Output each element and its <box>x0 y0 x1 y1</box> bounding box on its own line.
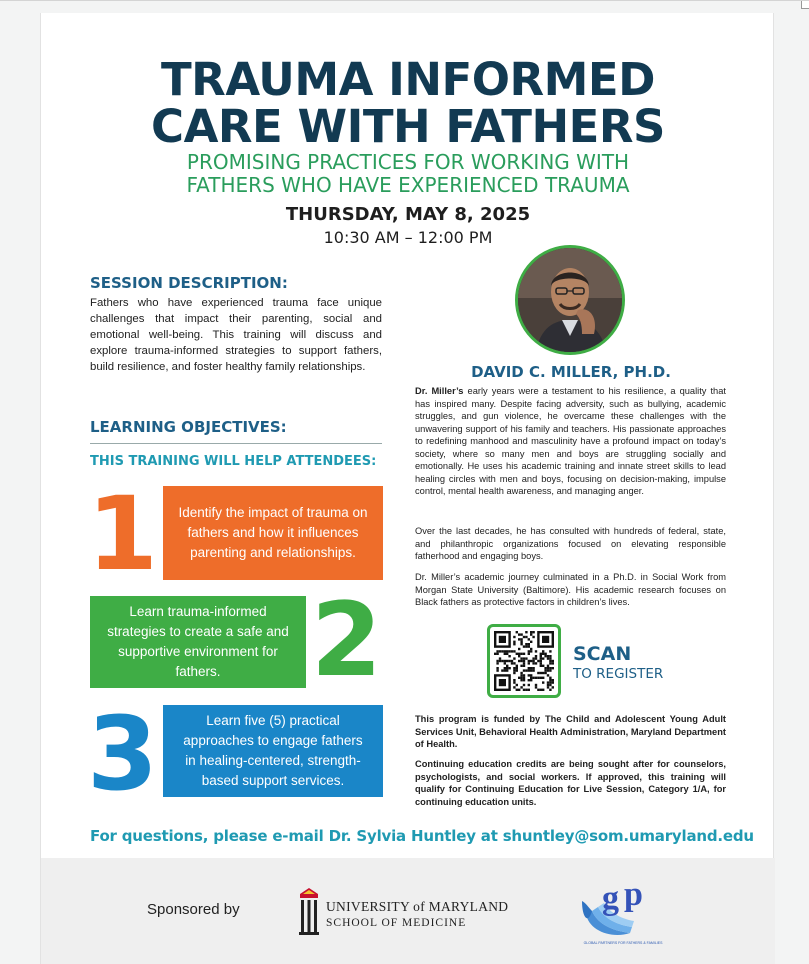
objective-box-3 <box>163 705 383 797</box>
funding-statement: This program is funded by The Child and Adolescent Young Adult Services Unit, Behavioral Health Administration, Maryland Department of Health. <box>415 714 726 749</box>
um-logo-line-1: UNIVERSITY of MARYLAND <box>326 899 509 914</box>
qr-code-icon <box>494 631 554 691</box>
registration-qr-code[interactable] <box>487 624 561 698</box>
sponsored-by-label: Sponsored by <box>147 901 240 918</box>
event-date: THURSDAY, MAY 8, 2025 <box>285 204 531 225</box>
speaker-bio-text-1: early years were a testament to his resilience, a quality that has inspired many. Despite facing adversity, such as bullying, academic struggles, and gun violence, he overcame these challenges with the unwavering support of his family and teachers. His passionate approaches to redefining manhood and masculinity have a profound impact on today’s society, where so many men and boys are struggling socially and emotionally. He uses his academic training and innate street skills to lead healing circles with men and boys, focusing on decision-making, impulse control, mental health awareness, and managing anger. <box>415 386 726 496</box>
title-line-2: CARE WITH FATHERS <box>151 100 665 153</box>
scan-label: SCAN <box>573 643 632 665</box>
speaker-bio-paragraph-1 <box>415 385 726 498</box>
objective-number-2: 2 <box>311 581 382 700</box>
objective-text-3: Learn five (5) practical approaches to engage fathers in healing-centered, strength-based support services. <box>183 713 363 788</box>
objective-box-1 <box>163 486 383 580</box>
session-description: Fathers who have experienced trauma face unique challenges that impact their parenting, social and emotional well-being. This training will discuss and explore trauma-informed strategies to support fathers, build resilience, and foster healthy family relationships. <box>90 297 382 373</box>
gp-globe-icon <box>578 873 668 941</box>
global-partners-logo <box>578 873 668 949</box>
objectives-divider <box>90 443 382 444</box>
session-heading: SESSION DESCRIPTION: <box>90 274 288 292</box>
title-line-1: TRAUMA INFORMED <box>160 53 656 106</box>
speaker-bio-name: Dr. Miller’s <box>415 386 464 396</box>
objectives-heading: LEARNING OBJECTIVES: <box>90 418 287 436</box>
subtitle-line-1: PROMISING PRACTICES FOR WORKING WITH <box>186 150 630 174</box>
speaker-bio-paragraph-3: Dr. Miller’s academic journey culminated in a Ph.D. in Social Work from Morgan State University (Baltimore). His academic research focuses on Black fathers as protective factors in children’s lives. <box>415 572 726 607</box>
objective-text-2: Learn trauma-informed strategies to create a safe and supportive environment for fathers. <box>107 604 289 679</box>
speaker-photo <box>515 245 625 355</box>
speaker-portrait-icon <box>518 248 622 352</box>
umaryland-som-logo <box>298 882 508 944</box>
objective-number-3: 3 <box>87 695 158 814</box>
objective-box-2 <box>90 596 306 688</box>
ce-credits-statement: Continuing education credits are being sought after for counselors, psychologists, and social workers. If approved, this training will qualify for Continuing Education for Live Session, Category 1/A, for continuing education units. <box>415 759 726 807</box>
speaker-name: DAVID C. MILLER, PH.D. <box>471 363 671 381</box>
contact-line: For questions, please e-mail Dr. Sylvia Huntley at shuntley@som.umaryland.edu <box>90 827 754 845</box>
objective-text-1: Identify the impact of trauma on fathers and how it influences parenting and relationships. <box>178 505 368 560</box>
um-logo-line-2: SCHOOL OF MEDICINE <box>326 917 467 929</box>
subtitle-line-2: FATHERS WHO HAVE EXPERIENCED TRAUMA <box>186 173 630 197</box>
flyer-page <box>40 13 774 964</box>
svg-text:p: p <box>624 876 643 913</box>
um-shield-icon <box>298 886 320 938</box>
speaker-bio-paragraph-2: Over the last decades, he has consulted with hundreds of federal, state, and philanthropic organizations focused on elevating responsible fatherhood and engaging boys. <box>415 526 726 561</box>
objective-number-1: 1 <box>87 475 158 594</box>
to-register-label: TO REGISTER <box>573 666 664 682</box>
window-corner <box>801 1 809 9</box>
gp-logo-caption: GLOBAL PARTNERS FOR FATHERS & FAMILIES <box>583 941 663 945</box>
sponsor-footer <box>41 858 775 964</box>
svg-text:g: g <box>602 880 619 917</box>
objectives-subheading: THIS TRAINING WILL HELP ATTENDEES: <box>90 454 377 469</box>
event-time: 10:30 AM – 12:00 PM <box>323 228 493 247</box>
